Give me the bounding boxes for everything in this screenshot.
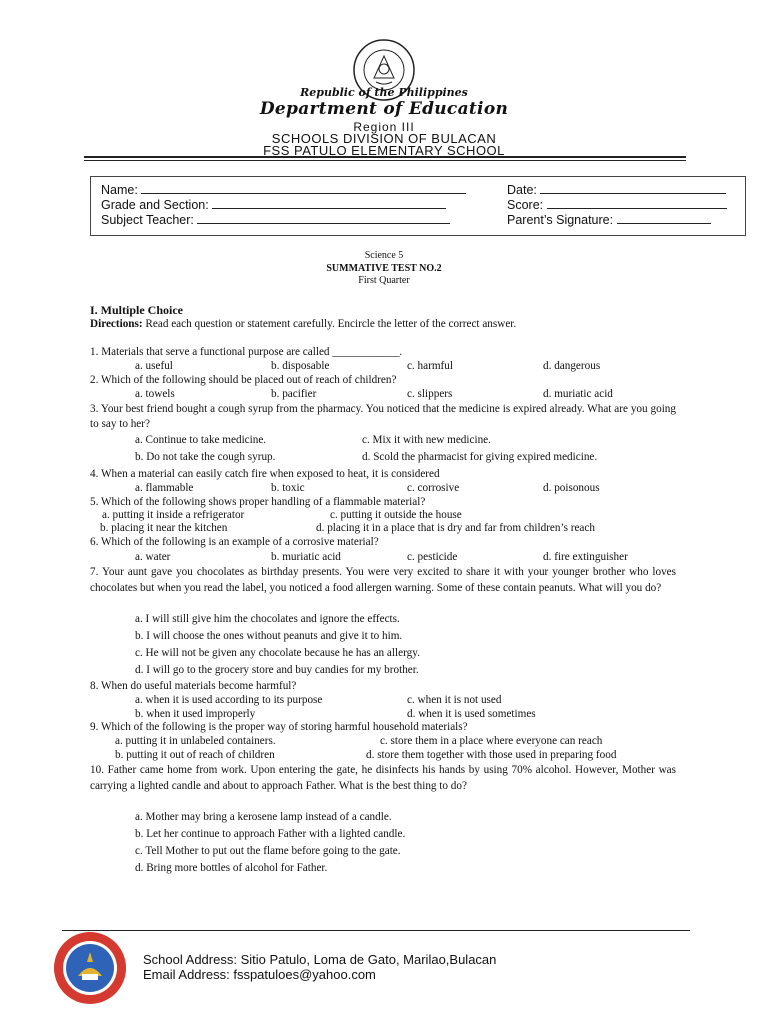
choice[interactable]: c. putting it outside the house [330, 509, 462, 521]
choice[interactable]: b. placing it near the kitchen [100, 522, 228, 534]
student-info-box [90, 176, 746, 236]
address-value: Sitio Patulo, Loma de Gato, Marilao,Bulacan [240, 952, 497, 967]
choice[interactable]: c. store them in a place where everyone can reach [380, 735, 603, 747]
header-rule [84, 156, 686, 158]
school-address [143, 952, 496, 967]
date-label: Date: [507, 183, 537, 197]
directions [90, 318, 516, 331]
choice[interactable]: b. muriatic acid [271, 551, 341, 563]
choice[interactable]: d. Bring more bottles of alcohol for Father. [135, 862, 328, 874]
question-stem: 6. Which of the following is an example of a corrosive material? [90, 536, 379, 548]
choice[interactable]: d. placing it in a place that is dry and far from children’s reach [316, 522, 595, 534]
grade-section-field[interactable] [101, 198, 446, 212]
email-value[interactable]: fsspatuloes@yahoo.com [233, 967, 376, 982]
choice[interactable]: c. harmful [407, 360, 453, 372]
question-stem: 4. When a material can easily catch fire when exposed to heat, it is considered [90, 468, 440, 480]
question-stem: 3. Your best friend bought a cough syrup from the pharmacy. You noticed that the medicine is expired already. What are you going to say to her? [90, 403, 676, 430]
score-label: Score: [507, 198, 544, 212]
score-field[interactable] [507, 198, 727, 212]
question-stem: 5. Which of the following shows proper handling of a flammable material? [90, 496, 426, 508]
choice[interactable]: b. I will choose the ones without peanuts and give it to him. [135, 630, 403, 642]
choice[interactable]: a. putting it in unlabeled containers. [115, 735, 276, 747]
question-stem: 1. Materials that serve a functional purpose are called ____________. [90, 346, 403, 358]
question-stem: 7. Your aunt gave you chocolates as birthday presents. You were very excited to share it with your younger brother who loves chocolates but when you read the label, you noticed a food allergen warning. Some of these contain peanuts. What will you do? [90, 566, 676, 594]
email-label: Email Address: [143, 967, 230, 982]
choice[interactable]: d. store them together with those used in preparing food [366, 749, 617, 761]
choice[interactable]: d. I will go to the grocery store and buy candies for my brother. [135, 664, 419, 676]
choice[interactable]: a. Continue to take medicine. [135, 434, 267, 446]
choice[interactable]: b. Let her continue to approach Father with a lighted candle. [135, 828, 406, 840]
choice[interactable]: a. I will still give him the chocolates and ignore the effects. [135, 613, 400, 625]
republic-line: Republic of the Philippines [300, 86, 468, 99]
choice[interactable]: a. water [135, 551, 171, 563]
question-stem: 8. When do useful materials become harmful? [90, 680, 297, 692]
directions-label: Directions: [90, 318, 143, 330]
parent-label: Parent’s Signature: [507, 213, 614, 227]
parent-signature-field[interactable] [507, 213, 711, 227]
name-field[interactable] [101, 183, 466, 197]
choice[interactable]: b. disposable [271, 360, 330, 372]
choice[interactable]: b. toxic [271, 482, 305, 494]
address-label: School Address: [143, 952, 237, 967]
teacher-label: Subject Teacher: [101, 213, 194, 227]
email-address [143, 967, 376, 982]
date-field[interactable] [507, 183, 726, 197]
choice[interactable]: d. fire extinguisher [543, 551, 628, 563]
choice[interactable]: a. when it is used according to its purpose [135, 694, 323, 706]
choice[interactable]: d. Scold the pharmacist for giving expired medicine. [362, 451, 598, 463]
choice[interactable]: d. dangerous [543, 360, 601, 372]
choice[interactable]: b. when it used improperly [135, 708, 256, 720]
choice[interactable]: c. corrosive [407, 482, 460, 494]
choice[interactable]: d. when it is used sometimes [407, 708, 536, 720]
choice[interactable]: c. Tell Mother to put out the flame before going to the gate. [135, 845, 401, 857]
section-heading: I. Multiple Choice [90, 303, 183, 317]
choice[interactable]: a. putting it inside a refrigerator [102, 509, 245, 521]
choice[interactable]: c. He will not be given any chocolate because he has an allergy. [135, 647, 420, 659]
choice[interactable]: a. Mother may bring a kerosene lamp instead of a candle. [135, 811, 392, 823]
region-line: Region III [353, 120, 415, 134]
quarter-line: First Quarter [358, 275, 410, 286]
school-logo-icon [52, 930, 128, 1006]
choice[interactable]: d. muriatic acid [543, 388, 613, 400]
question-stem: 10. Father came home from work. Upon entering the gate, he disinfects his hands by using 70% alcohol. However, Mother was carrying a lighted candle and about to approach Father. What is the best thing to do? [90, 764, 676, 792]
choice[interactable]: a. flammable [135, 482, 194, 494]
choice[interactable]: d. poisonous [543, 482, 600, 494]
name-label: Name: [101, 183, 138, 197]
choice[interactable]: a. towels [135, 388, 175, 400]
choice[interactable]: b. pacifier [271, 388, 317, 400]
choice[interactable]: c. slippers [407, 388, 453, 400]
test-title: SUMMATIVE TEST NO.2 [326, 263, 442, 274]
choice[interactable]: b. putting it out of reach of children [115, 749, 275, 761]
school-name: FSS PATULO ELEMENTARY SCHOOL [263, 143, 505, 158]
choice[interactable]: a. useful [135, 360, 173, 372]
grade-label: Grade and Section: [101, 198, 209, 212]
question-stem: 9. Which of the following is the proper way of storing harmful household materials? [90, 721, 468, 733]
choice[interactable]: c. when it is not used [407, 694, 502, 706]
subject-teacher-field[interactable] [101, 213, 450, 227]
choice[interactable]: c. Mix it with new medicine. [362, 434, 491, 446]
choice[interactable]: c. pesticide [407, 551, 458, 563]
subject-line: Science 5 [364, 250, 404, 261]
department-title: Department of Education [259, 99, 509, 119]
footer-rule [62, 930, 690, 931]
header-rule-thin [84, 160, 686, 161]
directions-text: Read each question or statement carefully. Encircle the letter of the correct answer. [142, 318, 517, 330]
question-stem: 2. Which of the following should be placed out of reach of children? [90, 374, 397, 386]
division-line: SCHOOLS DIVISION OF BULACAN [271, 131, 497, 146]
choice[interactable]: b. Do not take the cough syrup. [135, 451, 276, 463]
